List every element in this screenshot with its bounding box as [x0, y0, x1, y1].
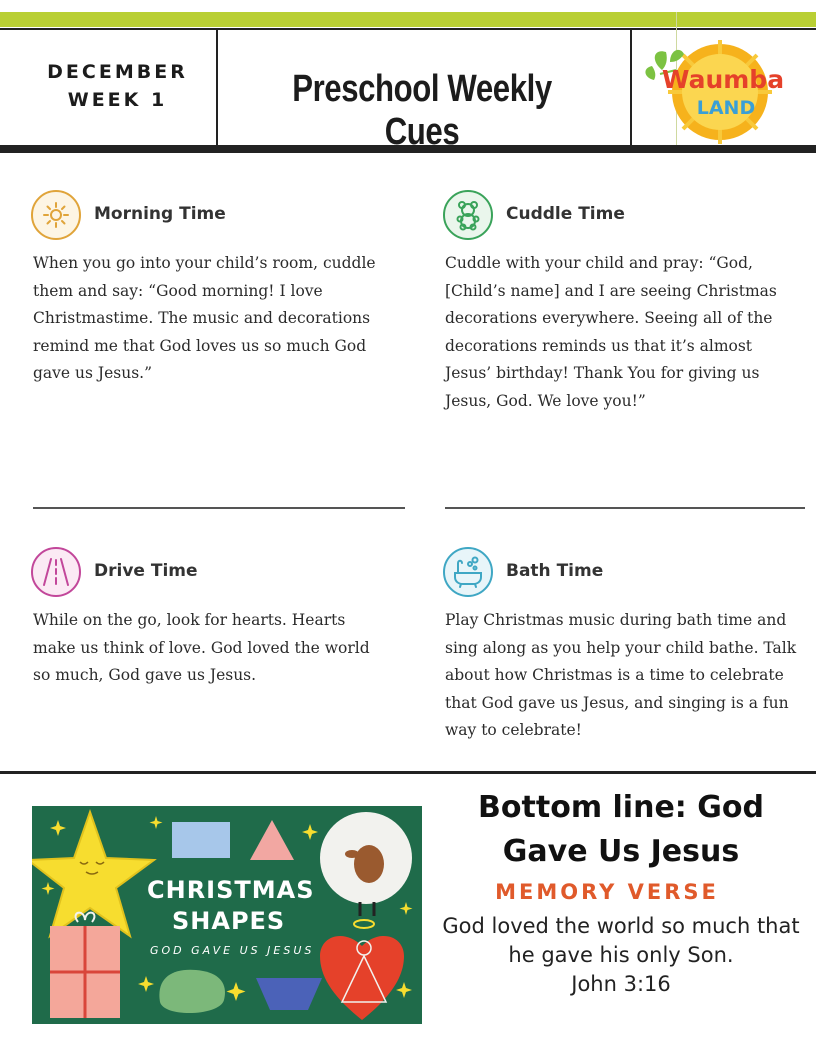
christmas-shapes-illustration	[32, 806, 422, 1024]
section-title: Drive Time	[94, 561, 198, 581]
section-title: Bath Time	[506, 561, 604, 581]
section-body: Play Christmas music during bath time and sing along as you help your child bathe. Talk about how Christmas is a time to celebrate that God gave us Jesus, and singing is a fun way to celebrate!	[445, 611, 797, 739]
memory-verse-text: God loved the world so much that he gave his only Son.	[442, 914, 800, 967]
section-body: While on the go, look for hearts. Hearts make us think of love. God loved the world so much, God gave us Jesus.	[33, 611, 370, 684]
section-title: Morning Time	[94, 204, 226, 224]
section-divider	[33, 507, 405, 509]
month-label: DECEMBER	[47, 61, 188, 83]
waumba-land-logo	[640, 40, 812, 144]
logo-wordmark-land: LAND	[696, 97, 756, 119]
logo-wordmark: Waumba	[661, 65, 785, 94]
header-divider	[630, 30, 632, 145]
section-title: Cuddle Time	[506, 204, 625, 224]
memory-verse-reference: John 3:16	[571, 972, 671, 996]
teddy-bear-icon	[443, 190, 493, 240]
bathtub-icon	[443, 547, 493, 597]
bottom-line: Bottom line: God Gave Us Jesus	[478, 790, 764, 869]
date-label	[30, 58, 205, 114]
header-top-rule	[0, 28, 816, 30]
road-icon	[31, 547, 81, 597]
bottom-divider	[0, 771, 816, 774]
memory-verse-label: MEMORY VERSE	[495, 880, 719, 904]
art-title: CHRISTMAS	[147, 876, 315, 904]
page-title: Preschool Weekly Cues	[292, 68, 552, 153]
oval-shape	[159, 970, 225, 1013]
rectangle-shape	[172, 822, 230, 858]
section-body: Cuddle with your child and pray: “God, [Child’s name] and I are seeing Christmas decorations everywhere. Seeing all of the decorations reminds us that it’s almost Jesus’ birthday! Thank You for giving us Jesus, God. We love you!”	[445, 254, 777, 410]
section-divider	[445, 507, 805, 509]
sun-icon	[31, 190, 81, 240]
art-title: SHAPES	[172, 907, 286, 935]
accent-bar	[0, 12, 816, 27]
section-body: When you go into your child’s room, cuddle them and say: “Good morning! I love Christmastime. The music and decorations remind me that God loves us so much God gave us Jesus.”	[33, 254, 376, 382]
memory-verse	[436, 912, 806, 999]
header-divider	[216, 30, 218, 145]
art-subtitle: GOD GAVE US JESUS	[150, 944, 315, 957]
week-label: WEEK 1	[67, 89, 168, 111]
